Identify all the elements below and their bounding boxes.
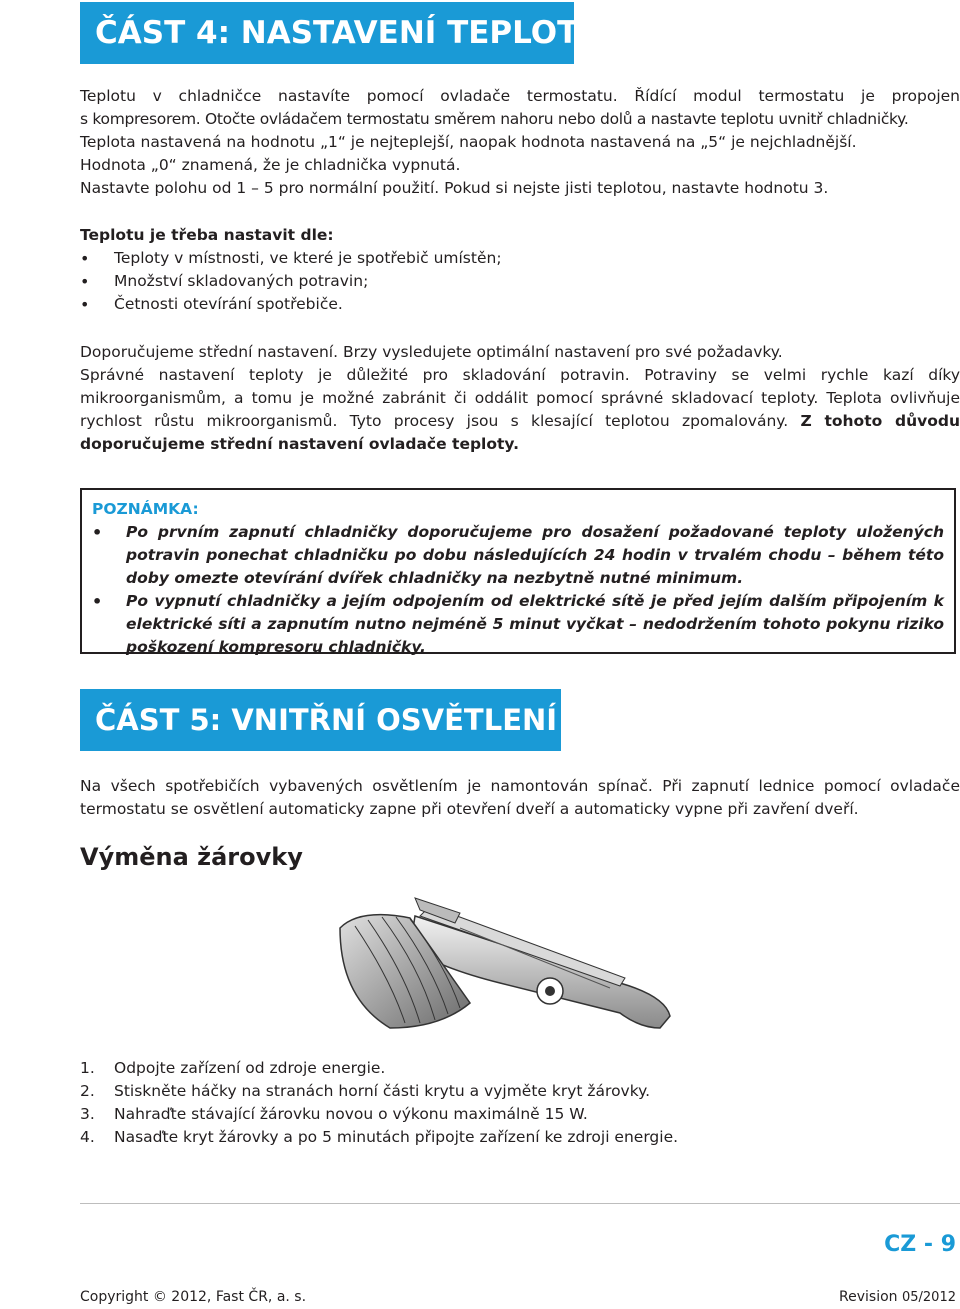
intro-line: Nastavte polohu od 1 – 5 pro normální použití. Pokud si nejste jisti teplotou, nastavte hodnotu 3. xyxy=(80,179,829,197)
step-number: 2. xyxy=(80,1082,95,1100)
list-item: • Četnosti otevírání spotřebiče. xyxy=(80,293,960,316)
step-number: 1. xyxy=(80,1059,95,1077)
revision-label: Revision xyxy=(839,1289,898,1305)
lamp-cover-illustration xyxy=(320,888,680,1048)
list-item: • Množství skladovaných potravin; xyxy=(80,270,960,293)
page-number: CZ - 9 xyxy=(884,1232,956,1257)
list-item xyxy=(80,1080,960,1103)
intro-line: Teplota nastavená na hodnotu „1“ je nejteplejší, naopak hodnota nastavená na „5“ je nejchladnější. xyxy=(80,133,857,151)
recommend-text: Správné nastavení teploty je důležité pro skladování potravin. Potraviny se velmi rychle kazí díky mikroorganismům, a tomu je možné zabránit či oddálit pomocí správné skladovací teploty. Teplota ovlivňuje rychlost růstu mikroorganismů. Tyto procesy jsou s klesající teplotou zpomalovány. xyxy=(80,366,960,430)
list-item: • Teploty v místnosti, ve které je spotřebič umístěn; xyxy=(80,247,960,270)
footer-divider xyxy=(80,1203,960,1204)
list-item: • Po vypnutí chladničky a jejím odpojením od elektrické sítě je před jejím dalším připojením k elektrické síti a zapnutím nutno nejméně 5 minut vyčkat – nedodržením tohoto pokynu riziko poškození kompresoru chladničky. xyxy=(92,590,944,659)
steps-block xyxy=(80,1057,960,1149)
list-item xyxy=(80,1126,960,1149)
revision xyxy=(839,1289,956,1305)
section4-title: ČÁST 4: NASTAVENÍ TEPLOTY xyxy=(80,2,574,64)
revision-value: 05/2012 xyxy=(901,1290,956,1305)
section5-intro xyxy=(80,775,960,821)
note-box xyxy=(80,488,956,654)
section5-title: ČÁST 5: VNITŘNÍ OSVĚTLENÍ xyxy=(80,689,561,751)
section5-intro-text: Na všech spotřebičích vybavených osvětlením je namontován spínač. Při zapnutí lednice pomocí ovladače termostatu se osvětlení automaticky zapne při otevření dveří a automaticky vypne při zavření dveří. xyxy=(80,777,960,818)
step-text: Stiskněte háčky na stranách horní části krytu a vyjměte kryt žárovky. xyxy=(114,1082,651,1100)
recommend-paragraph xyxy=(80,364,960,456)
note-list xyxy=(92,521,944,659)
note-title: POZNÁMKA: xyxy=(92,500,199,518)
intro-line: s kompresorem. Otočte ovládačem termostatu směrem nahoru nebo dolů a nastavte teplotu uvnitř chladničky. xyxy=(80,110,909,128)
section4-intro xyxy=(80,85,960,200)
recommend-line: Doporučujeme střední nastavení. Brzy vysledujete optimální nastavení pro své požadavky. xyxy=(80,343,783,361)
list-item: • Po prvním zapnutí chladničky doporučujeme pro dosažení požadované teploty uložených potravin ponechat chladničku po dobu následujících 24 hodin v trvalém chodu – během této doby omezte otevírání dvířek chladničky na nezbytně nutné minimum. xyxy=(92,521,944,590)
factors-heading: Teplotu je třeba nastavit dle: xyxy=(80,226,334,244)
factors-block xyxy=(80,224,960,316)
step-number: 3. xyxy=(80,1105,95,1123)
step-number: 4. xyxy=(80,1128,95,1146)
step-text: Odpojte zařízení od zdroje energie. xyxy=(114,1059,386,1077)
intro-line: Hodnota „0“ znamená, že je chladnička vypnutá. xyxy=(80,156,461,174)
list-item xyxy=(80,1057,960,1080)
factors-list xyxy=(80,247,960,316)
step-text: Nasaďte kryt žárovky a po 5 minutách připojte zařízení ke zdroji energie. xyxy=(114,1128,679,1146)
step-text: Nahraďte stávající žárovku novou o výkonu maximálně 15 W. xyxy=(114,1105,588,1123)
copyright: Copyright © 2012, Fast ČR, a. s. xyxy=(80,1289,307,1305)
recommend-bold-text: Z tohoto důvodu doporučujeme střední nastavení ovladače teploty. xyxy=(80,412,960,453)
recommendation-block xyxy=(80,341,960,456)
bulb-replacement-heading: Výměna žárovky xyxy=(80,843,303,871)
list-item xyxy=(80,1103,960,1126)
steps-list xyxy=(80,1057,960,1149)
intro-line: Teplotu v chladničce nastavíte pomocí ovladače termostatu. Řídící modul termostatu je propojen xyxy=(80,87,960,105)
